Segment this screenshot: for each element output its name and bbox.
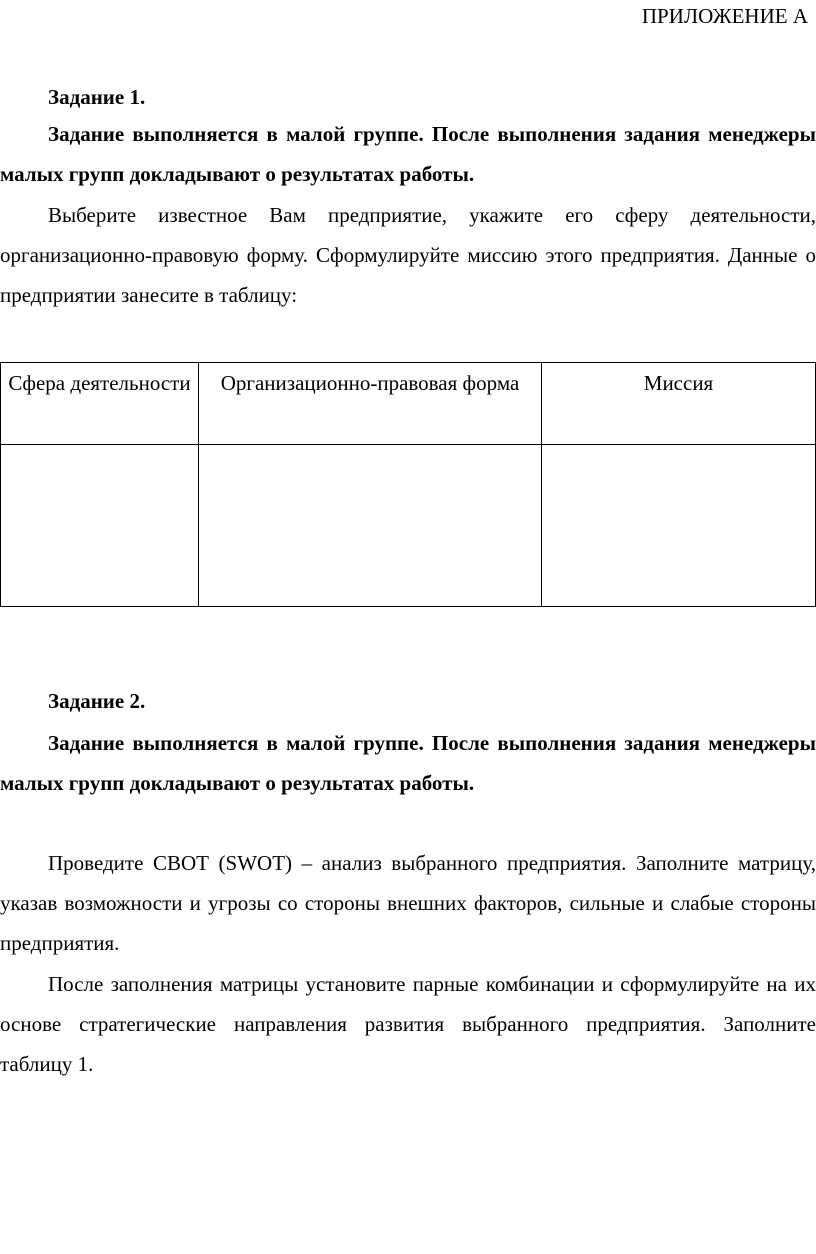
appendix-label: ПРИЛОЖЕНИЕ А [641, 4, 808, 28]
task1-heading: Задание 1. [48, 85, 146, 109]
task1-instruction: Выберите известное Вам предприятие, укажите его сферу деятельности, организационно-правовую форму. Сформулируйте миссию этого предприятия. Данные о предприятии занесите в таблицу: [0, 203, 816, 307]
task2-heading: Задание 2. [48, 689, 146, 713]
table-row [1, 445, 816, 607]
cell-mission[interactable] [542, 445, 816, 607]
cell-legal-form[interactable] [199, 445, 542, 607]
task1-table [0, 362, 816, 607]
cell-sphere[interactable] [1, 445, 199, 607]
task1-bold-text: Задание выполняется в малой группе. После выполнения задания менеджеры малых групп докладывают о результатах работы. [0, 122, 816, 186]
task2-bold-text: Задание выполняется в малой группе. После выполнения задания менеджеры малых групп докладывают о результатах работы. [0, 731, 816, 795]
header-legal-form: Организационно-правовая форма [199, 363, 542, 445]
task2-instruction-1: Проведите СВОТ (SWOT) – анализ выбранного предприятия. Заполните матрицу, указав возможности и угрозы со стороны внешних факторов, сильные и слабые стороны предприятия. [0, 851, 816, 955]
header-mission: Миссия [542, 363, 816, 445]
table-header-row [1, 363, 816, 445]
task2-instruction-2: После заполнения матрицы установите парные комбинации и сформулируйте на их основе стратегические направления развития выбранного предприятия. Заполните таблицу 1. [0, 972, 816, 1076]
header-sphere: Сфера деятельности [1, 363, 199, 445]
